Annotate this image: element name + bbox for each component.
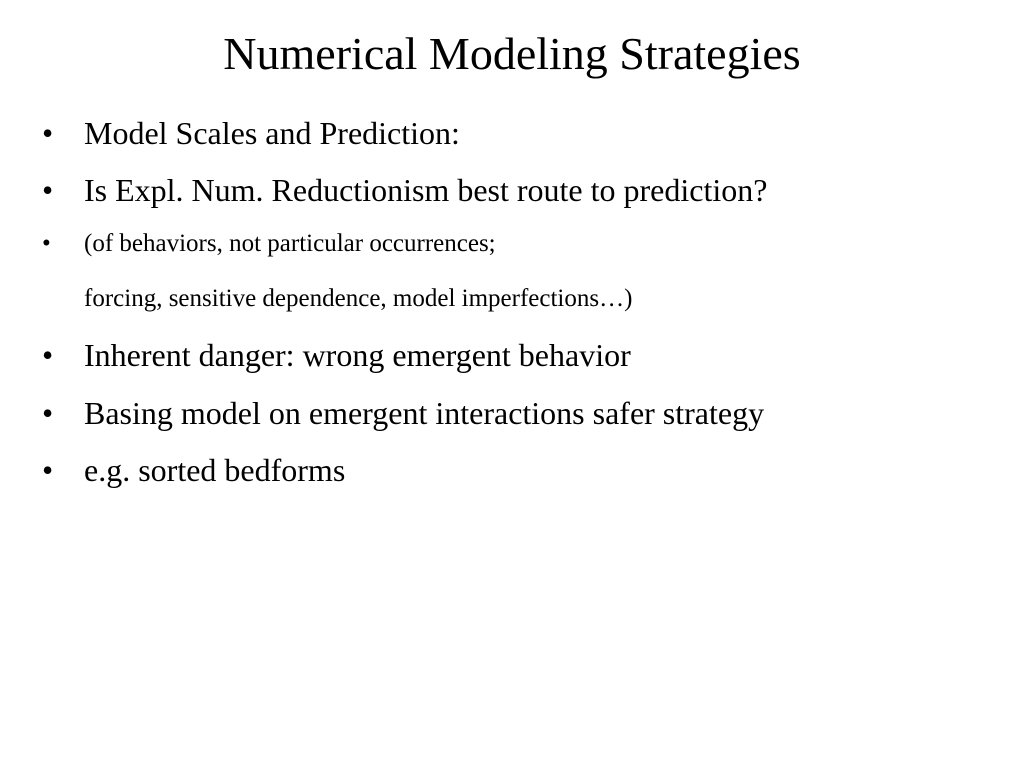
bullet-item [0,393,1000,433]
bullet-glyph: • [42,172,54,208]
bullet-item [0,228,1000,260]
bullet-text: Inherent danger: wrong emergent behavior [84,337,631,373]
bullet-text: (of behaviors, not particular occurrences; [84,230,496,257]
bullet-item [0,113,1000,153]
bullet-continuation: forcing, sensitive dependence, model imperfections…) [84,285,633,312]
bullet-glyph: • [42,230,51,257]
bullet-item [0,450,1000,490]
bullet-text: Is Expl. Num. Reductionism best route to prediction? [84,172,768,208]
bullet-glyph: • [42,395,54,431]
bullet-glyph: • [42,115,54,151]
bullet-glyph: • [42,337,54,373]
bullet-item [0,170,1000,210]
bullet-text: Model Scales and Prediction: [84,115,460,151]
bullet-item [0,335,1000,375]
bullet-text: Basing model on emergent interactions safer strategy [84,395,765,431]
slide-title: Numerical Modeling Strategies [223,28,801,79]
bullet-glyph: • [42,452,54,488]
bullet-text: e.g. sorted bedforms [84,452,346,488]
